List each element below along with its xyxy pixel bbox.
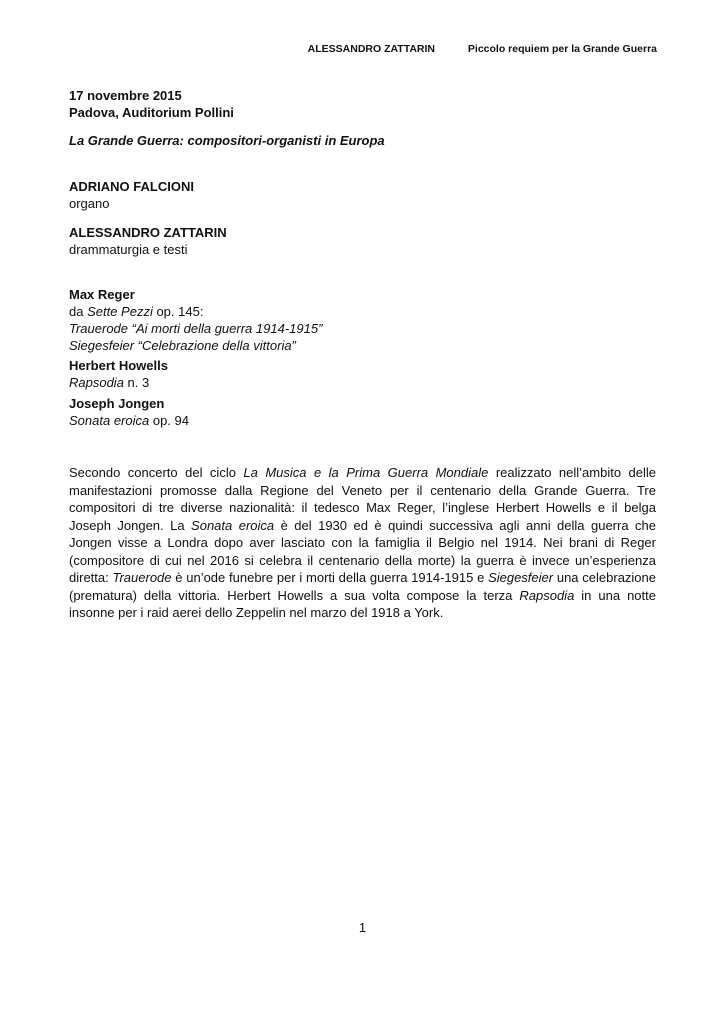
work-line bbox=[69, 374, 656, 391]
composer-name: Herbert Howells bbox=[69, 358, 168, 373]
work-line bbox=[69, 412, 656, 429]
work-title: Rapsodia bbox=[69, 375, 124, 390]
work-prefix: da bbox=[69, 304, 88, 319]
italic-run: Siegesfeier bbox=[488, 570, 554, 585]
work-line bbox=[69, 303, 656, 320]
event-title-block bbox=[69, 132, 656, 149]
composer-name: Max Reger bbox=[69, 287, 135, 302]
event-venue: Padova, Auditorium Pollini bbox=[69, 105, 234, 120]
text-run: in una notte insonne per i raid aerei dello Zeppelin nel marzo del 1918 a York. bbox=[69, 587, 656, 620]
performer-role: drammaturgia e testi bbox=[69, 242, 188, 257]
text-run: è del 1930 ed è quindi successiva agli anni della guerra che Jongen visse a Londra dopo aver lasciato con la famiglia il Belgio nel 1914. Nei brani di Reger (compositore di cui nel 2016 si celebra il centenario della morte) la guerra è invece un’esperienza diretta: bbox=[69, 517, 656, 585]
composer-name: Joseph Jongen bbox=[69, 396, 165, 411]
performer-role: organo bbox=[69, 196, 110, 211]
header-title: Piccolo requiem per la Grande Guerra bbox=[467, 43, 657, 55]
program-reger bbox=[69, 286, 656, 354]
italic-run: La Musica e la Prima Guerra Mondiale bbox=[243, 465, 489, 480]
text-run: realizzato nell’ambito delle manifestazioni promosse dalla Regione del Veneto per il centenario della Grande Guerra. Tre compositori di tre diverse nazionalità: il tedesco Max Reger, l’inglese Herbert Howells e il belga Joseph Jongen. La bbox=[69, 465, 657, 533]
performer-name: ALESSANDRO ZATTARIN bbox=[69, 225, 227, 240]
work-title: Sonata eroica bbox=[69, 413, 150, 428]
piece-title: Trauerode “Ai morti della guerra 1914-1915” bbox=[69, 321, 323, 336]
performer-2 bbox=[69, 224, 656, 258]
work-opus: op. 94 bbox=[149, 413, 189, 428]
program-jongen bbox=[69, 395, 656, 429]
performer-name: ADRIANO FALCIONI bbox=[69, 179, 194, 194]
running-header bbox=[308, 43, 657, 55]
text-run: una celebrazione (prematura) della vittoria. Herbert Howells a sua volta compose la terza bbox=[69, 570, 656, 603]
italic-run: Trauerode bbox=[112, 570, 172, 585]
performer-1 bbox=[69, 178, 656, 212]
italic-run: Sonata eroica bbox=[191, 517, 275, 533]
header-author: ALESSANDRO ZATTARIN bbox=[307, 43, 435, 55]
event-date: 17 novembre 2015 bbox=[69, 88, 182, 103]
program-howells bbox=[69, 357, 656, 391]
text-run: Secondo concerto del ciclo bbox=[69, 465, 244, 480]
event-info bbox=[69, 87, 656, 121]
work-opus: op. 145: bbox=[152, 304, 204, 319]
event-title: La Grande Guerra: compositori-organisti in Europa bbox=[69, 133, 385, 148]
page-number: 1 bbox=[358, 920, 367, 935]
work-title: Sette Pezzi bbox=[87, 304, 153, 319]
text-run: è un’ode funebre per i morti della guerra 1914-1915 e bbox=[171, 570, 489, 585]
work-number: n. 3 bbox=[123, 375, 150, 390]
description-paragraph bbox=[69, 464, 656, 622]
piece-title: Siegesfeier “Celebrazione della vittoria” bbox=[69, 338, 296, 353]
italic-run: Rapsodia bbox=[519, 587, 575, 603]
